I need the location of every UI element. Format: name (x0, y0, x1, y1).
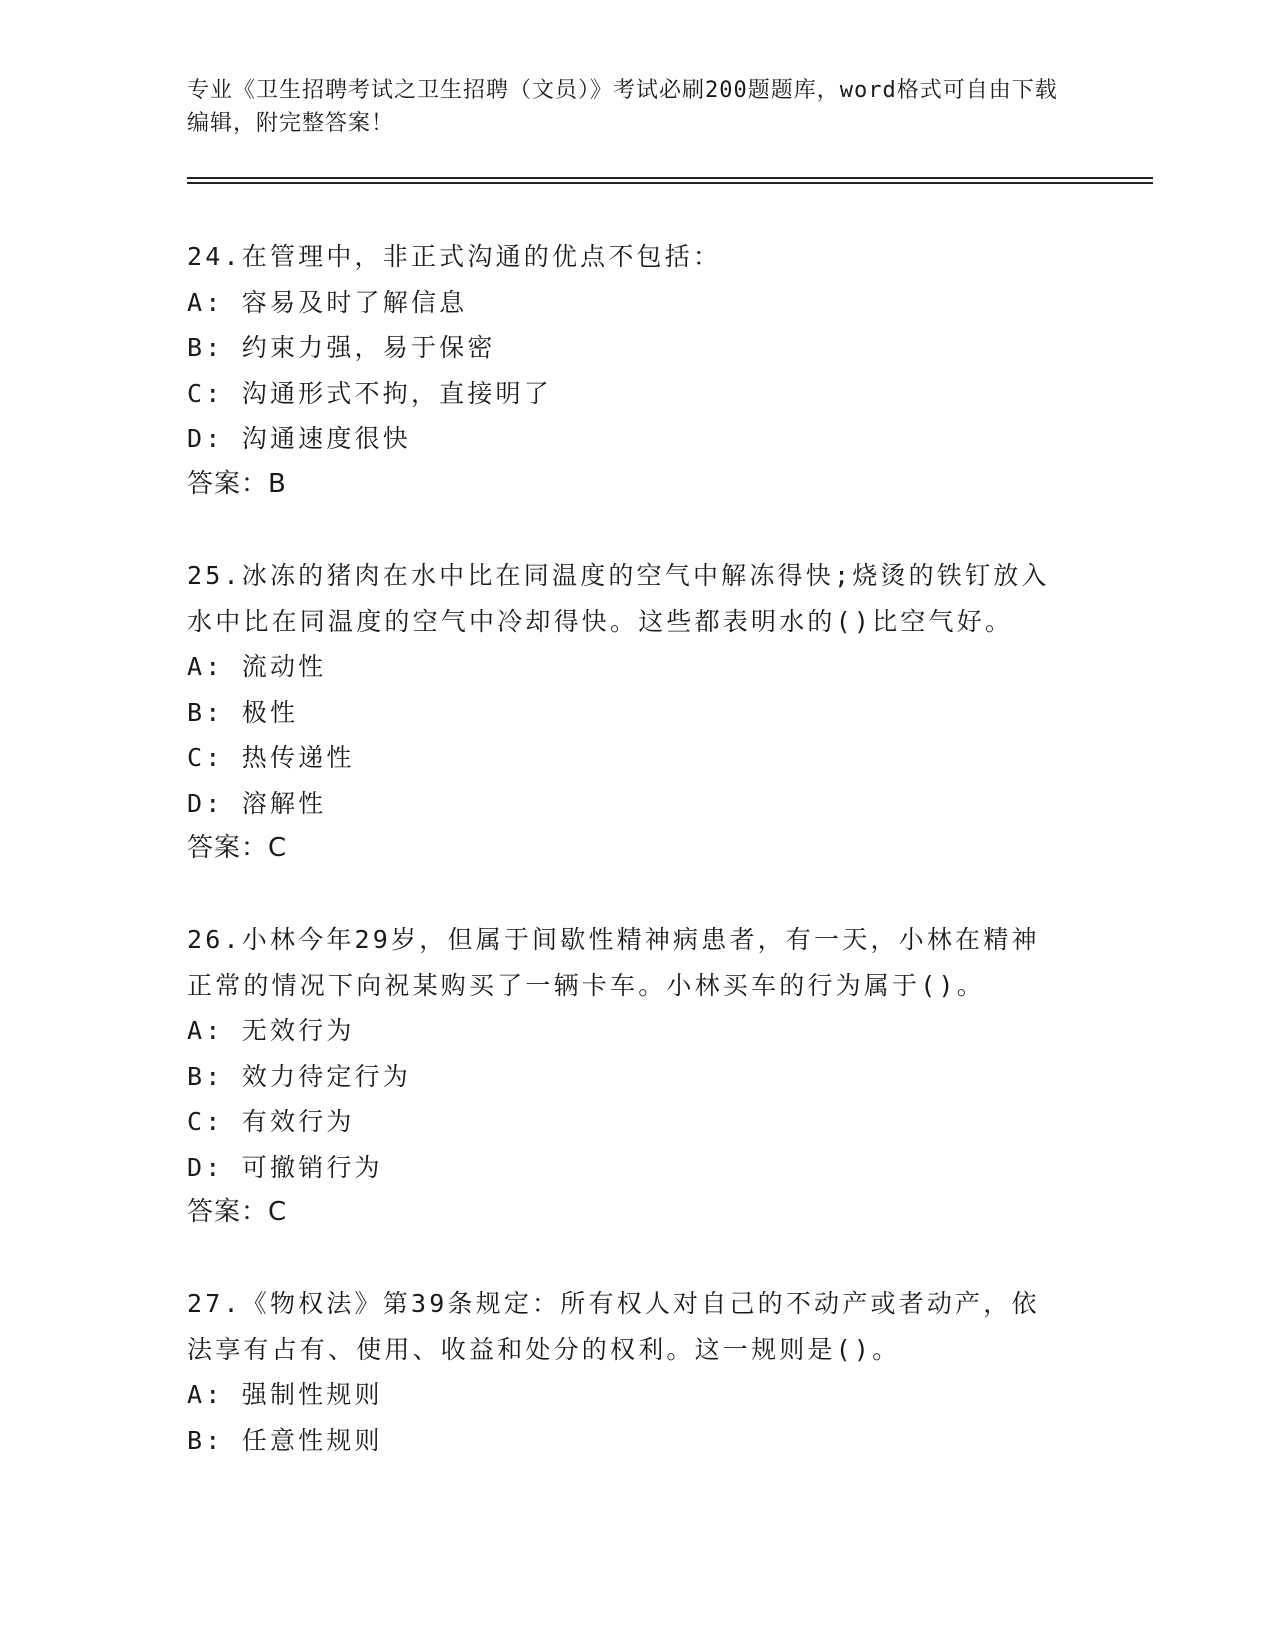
question-stem: 27.《物权法》第39条规定：所有权人对自己的不动产或者动产，依法享有占有、使用、收益和处分的权利。这一规则是()。 (187, 1289, 1040, 1364)
question-24 (187, 234, 1067, 507)
question-27 (187, 1281, 1067, 1463)
question-26 (187, 917, 1067, 1236)
option-d: D: 可撤销行为 (187, 1152, 383, 1182)
question-stem: 26.小林今年29岁，但属于间歇性精神病患者，有一天，小林在精神正常的情况下向祝某购买了一辆卡车。小林买车的行为属于()。 (187, 925, 1040, 1000)
option-b: B: 极性 (187, 697, 299, 727)
answer: 答案：C (187, 833, 288, 863)
answer: 答案：B (187, 468, 287, 499)
question-stem: 24.在管理中，非正式沟通的优点不包括： (187, 242, 722, 271)
option-c: C: 有效行为 (187, 1107, 355, 1136)
header-divider-bottom (187, 182, 1153, 184)
document-header: 专业《卫生招聘考试之卫生招聘（文员）》考试必刷200题题库，word格式可自由下载编辑，附完整答案！ (187, 78, 1058, 136)
option-a: A: 强制性规则 (187, 1380, 383, 1409)
option-a: A: 容易及时了解信息 (187, 287, 468, 317)
option-a: A: 流动性 (187, 652, 327, 681)
option-b: B: 约束力强，易于保密 (187, 333, 496, 362)
question-stem: 25.冰冻的猪肉在水中比在同温度的空气中解冻得快;烧烫的铁钉放入水中比在同温度的空气中冷却得快。这些都表明水的()比空气好。 (187, 561, 1050, 636)
option-d: D: 溶解性 (187, 788, 327, 818)
option-c: C: 热传递性 (187, 743, 355, 772)
option-b: B: 效力待定行为 (187, 1061, 411, 1091)
option-d: D: 沟通速度很快 (187, 424, 411, 453)
header-divider-top (187, 177, 1153, 179)
option-a: A: 无效行为 (187, 1016, 355, 1045)
answer: 答案：C (187, 1197, 288, 1227)
question-25 (187, 553, 1067, 872)
option-c: C: 沟通形式不拘，直接明了 (187, 378, 552, 408)
option-b: B: 任意性规则 (187, 1425, 383, 1455)
